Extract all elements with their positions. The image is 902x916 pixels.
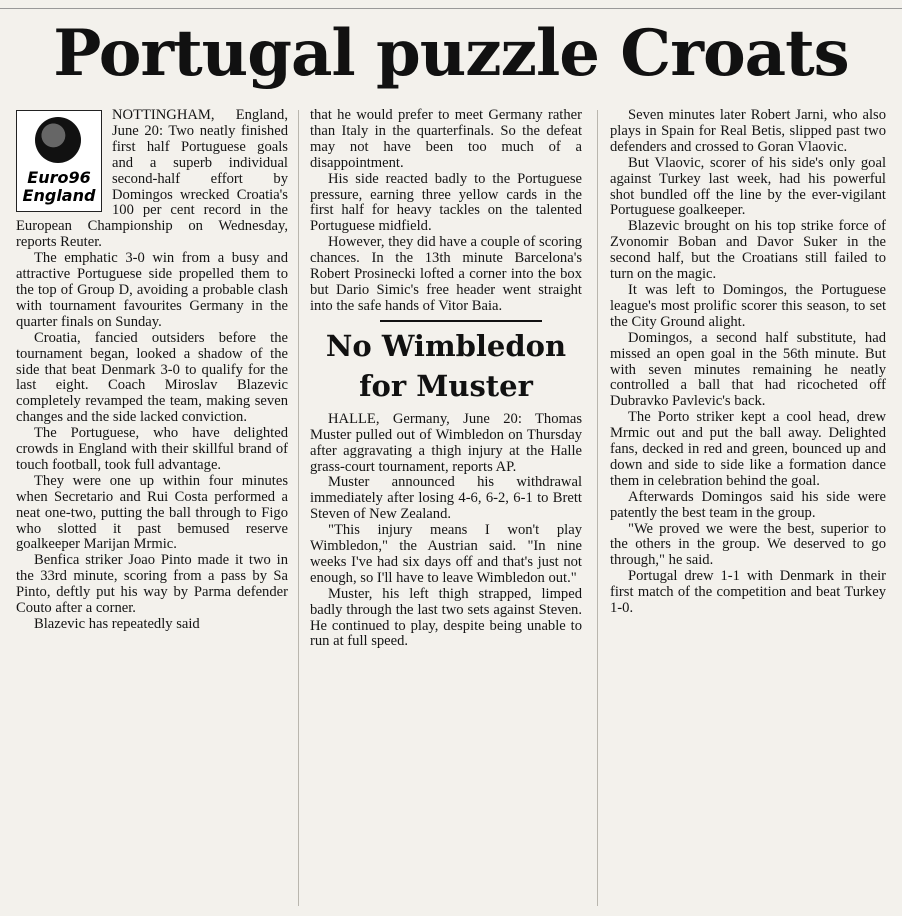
headline: Portugal puzzle Croats (53, 16, 849, 91)
paragraph: Seven minutes later Robert Jarni, who also plays in Spain for Real Betis, slipped past two defenders and crossed to Goran Vlaovic. (610, 107, 886, 155)
paragraph: Domingos, a second half substitute, had missed an open goal in the 56th minute. But with seven minutes remaining he neatly controlled a ball that had ricocheted off Dubravko Pavlevic's back. (610, 329, 886, 410)
paragraph: They were one up within four minutes when Secretario and Rui Costa performed a neat one-two, putting the ball through to Figo who slotted it past bemused reserve goalkeeper Marijan Mrmic. (16, 472, 288, 553)
paragraph: However, they did have a couple of scoring chances. In the 13th minute Barcelona's Robert Prosinecki lofted a corner into the box but Dario Simic's free header went straight into the safe hands of Vitor Baia. (310, 234, 582, 314)
paragraph: The Porto striker kept a cool head, drew Mrmic out and put the ball away. Delighted fans, decked in red and green, bounced up and down and side to side like a formation dance them in celebration behind the goal. (610, 409, 886, 489)
euro96-logo (16, 110, 102, 212)
column-divider (298, 110, 299, 906)
paragraph: Benfica striker Joao Pinto made it two in the 33rd minute, scoring from a pass by Sa Pinto, deftly put his way by Parma defender Couto after a corner. (16, 552, 288, 617)
paragraph: that he would prefer to meet Germany rather than Italy in the quarterfinals. So the defeat may not have been too much of a disappointment. (310, 107, 582, 171)
article-column-1 (16, 108, 288, 633)
paragraph: It was left to Domingos, the Portuguese league's most prolific scorer this season, to set the City Ground alight. (610, 281, 886, 330)
paragraph: Muster, his left thigh strapped, limped badly through the last two sets against Steven. He continued to play, despite being unable to run at full speed. (310, 585, 582, 650)
paragraph: But Vlaovic, scorer of his side's only goal against Turkey last week, had his powerful shot bundled off the line by the ever-vigilant Portuguese goalkeeper. (610, 154, 886, 219)
paragraph: His side reacted badly to the Portuguese pressure, earning three yellow cards in the first half for heavy tackles on the talented Portuguese midfield. (310, 170, 582, 235)
sub-headline: No Wimbledon for Muster (325, 328, 567, 403)
paragraph: Muster announced his withdrawal immediately after losing 4-6, 6-2, 6-1 to Brett Steven of New Zealand. (310, 474, 582, 523)
paragraph: Portugal drew 1-1 with Denmark in their first match of the competition and beat Turkey 1-0. (610, 568, 886, 617)
paragraph: "This injury means I won't play Wimbledon," the Austrian said. "In nine weeks I've had six days off and that's just not enough, so I'll have to leave Wimbledon out." (310, 522, 582, 586)
paragraph: The emphatic 3-0 win from a busy and attractive Portuguese side propelled them to the top of Group D, avoiding a probable clash with tournament favourites Germany in the quarter finals on Sunday. (16, 250, 288, 330)
column-divider (597, 110, 598, 906)
paragraph: HALLE, Germany, June 20: Thomas Muster pulled out of Wimbledon on Thursday after aggravating a thigh injury at the Halle grass-court tournament, reports AP. (310, 410, 582, 475)
logo-text: Euro96 England (22, 168, 96, 205)
article-column-3 (610, 108, 886, 617)
section-rule (380, 320, 542, 322)
paragraph: Croatia, fancied outsiders before the tournament began, looked a shadow of the side that beat Denmark 3-0 to qualify for the last eight. Coach Miroslav Blazevic completely revamped the team, making seven changes and the side lacked conviction. (16, 329, 288, 426)
paragraph: The Portuguese, who have delighted crowds in England with their skillful brand of touch football, took full advantage. (16, 425, 288, 473)
football-icon (35, 117, 81, 163)
article-column-2 (310, 108, 582, 650)
paragraph: Afterwards Domingos said his side were patently the best team in the group. (610, 488, 886, 521)
paragraph: "We proved we were the best, superior to the others in the group. We deserved to go through," he said. (610, 520, 886, 569)
paragraph: NOTTINGHAM, England, June 20: Two neatly finished first half Portuguese goals and a superb individual second-half effort by Domingos wrecked Croatia's 100 per cent record in the European Championship on Wednesday, reports Reuter. (16, 107, 288, 251)
paragraph: Blazevic brought on his top strike force of Zvonomir Boban and Davor Suker in the second half, but the Croatians still failed to turn on the magic. (610, 218, 886, 283)
paragraph: Blazevic has repeatedly said (34, 616, 200, 632)
